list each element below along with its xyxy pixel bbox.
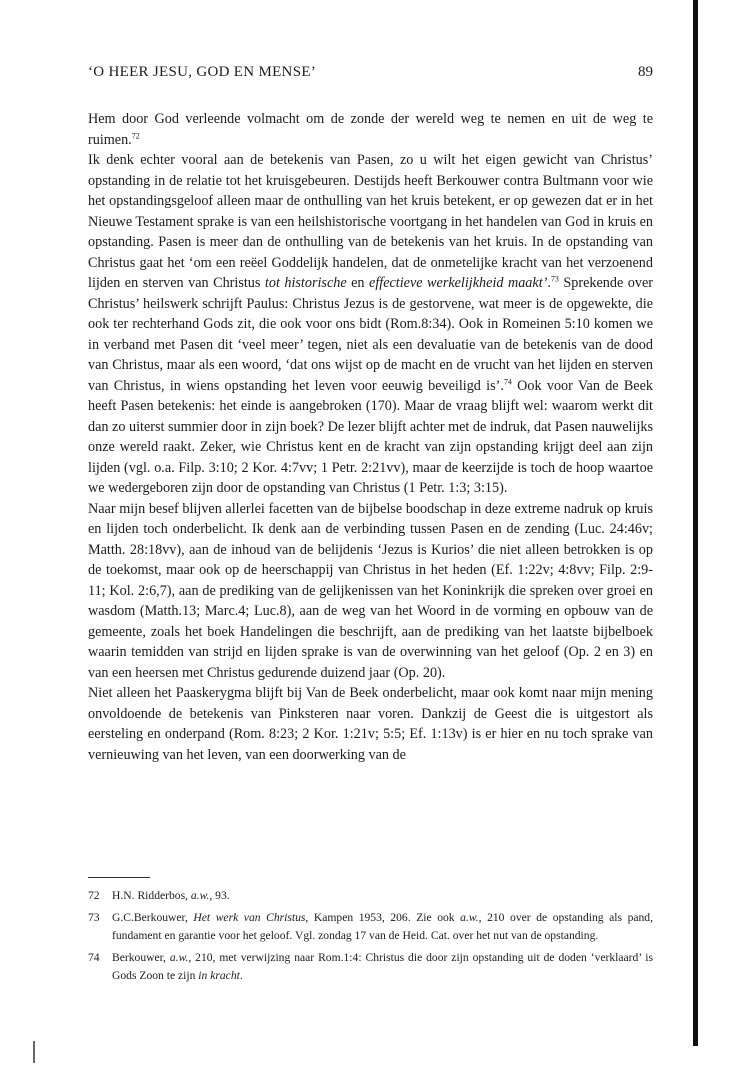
footnote-text: H.N. Ridderbos, — [112, 889, 191, 902]
page-edge-shadow — [693, 0, 698, 1046]
footnote-74 — [88, 949, 653, 986]
footnote-text: , 210, met verwijzing naar Rom.1:4: Christus die door zijn opstanding uit de doden ‘verklaard’ is Gods Zoon te zijn — [112, 950, 653, 982]
body-text — [88, 109, 653, 765]
paragraph-4: Niet alleen het Paaskerygma blijft bij Van de Beek onderbelicht, maar ook komt naar mijn mening onvoldoende de betekenis van Pinksteren naar voren. Dankzij de Geest die is uitgestort als eersteling en onderpand (Rom. 8:23; 2 Kor. 1:21v; 5:5; Ef. 1:13v) is er hier en nu toch sprake van vernieuwing van het leven, van een doorwerking van de — [88, 685, 653, 763]
footnote-text: G.C.Berkouwer, — [112, 910, 194, 924]
page-number: 89 — [638, 64, 653, 80]
footnote-italic: in kracht — [198, 969, 240, 982]
paragraph-1 — [88, 109, 653, 150]
footnote-separator — [88, 877, 150, 878]
paragraph-2-part-a: Ik denk echter vooral aan de betekenis van Pasen, zo u wilt het eigen gewicht van Christus’ opstanding in de relatie tot het kruisgebeuren. Destijds heeft Berkouwer contra Bultmann voor wie het opstandingsgeloof alleen maar de onthulling van het kruis betekent, er op gewezen dat er in het Nieuwe Testament sprake is van een heilshistorische voortgang in het handelen van God in kruis en opstanding. Pasen is meer dan de onthulling van de betekenis van het kruis. In de opstanding van Christus gaat het ‘om een reëel Goddelijk handelen, dat de onmetelijke kracht van het verzoenend lijden en sterven van Christus — [88, 152, 653, 291]
footnote-italic: Het werk van Christus — [193, 910, 306, 924]
paragraph-3: Naar mijn besef blijven allerlei facetten van de bijbelse boodschap in deze extreme nadruk op kruis en lijden toch onderbelicht. Ik denk aan de verbinding tussen Pasen en de zending (Luc. 24:46v; Matth. 28:18vv), aan de inhoud van de belijdenis ‘Jezus is Kurios’ die niet alleen betrokken is op de toekomst, maar ook op de heerschappij van Christus in het heden (Ef. 1:22v; 4:8vv; Filp. 2:9-11; Kol. 2:6,7), aan de prediking van de gelijkenissen van het Koninkrijk die spreken over groei en wasdom (Matth.13; Marc.4; Luc.8), aan de weg van het Woord in de vorming en opbouw van de gemeente, zoals het boek Handelingen die beschrijft, aan de prediking van het laatste bijbelboek waarin temidden van strijd en lijden sprake is van de overwinning van het geloof (Op. 2 en 3) en van een heersen met Christus gedurende duizend jaar (Op. 20). — [88, 500, 653, 681]
footnote-ref-74: 74 — [503, 376, 512, 386]
running-header — [88, 64, 653, 84]
footnote-number: 73 — [88, 910, 100, 924]
footnote-number: 72 — [88, 889, 100, 902]
footnote-italic: a.w. — [190, 889, 210, 902]
paragraph-2-italic-2: effectieve werkelijkheid maakt’ — [369, 275, 548, 291]
footnote-72 — [88, 887, 653, 906]
paragraph-2-dot: . — [547, 275, 551, 291]
footnote-text: , 93. — [209, 889, 230, 902]
footnote-ref-72: 72 — [131, 130, 140, 140]
paragraph-2-italic-1: tot historische — [264, 275, 347, 291]
footnotes — [88, 887, 653, 989]
paragraph-2-mid: en — [346, 275, 370, 291]
footnote-ref-73: 73 — [550, 274, 559, 284]
footnote-italic: a.w. — [460, 910, 479, 924]
footnote-73 — [88, 909, 653, 946]
scan-edge-mark — [33, 1041, 35, 1063]
paragraph-2 — [88, 150, 653, 499]
footnote-text: , 210 over de opstanding als pand, fundament en garantie voor het geloof. Vgl. zondag 17 van de Heid. Cat. over het nut van de opstanding. — [112, 910, 654, 942]
running-title: ‘O HEER JESU, GOD EN MENSE’ — [88, 64, 317, 80]
footnote-text: , Kampen 1953, 206. Zie ook — [305, 910, 461, 924]
footnote-number: 74 — [88, 950, 100, 964]
footnote-text: . — [239, 969, 243, 982]
footnote-italic: a.w. — [169, 950, 189, 964]
paragraph-1-text: Hem door God verleende volmacht om de zonde der wereld weg te nemen en uit de weg te ruimen. — [88, 111, 653, 148]
paragraph-2-part-b: Sprekende over Christus’ heilswerk schrijft Paulus: Christus Jezus is de gestorvene, wat meer is de opgewekte, die ook ter rechterhand Gods zit, die ook voor ons bidt (Rom.8:34). Ook in Romeinen 5:10 komen we in verband met Pasen dit ‘veel meer’ tegen, niet als een devaluatie van de betekenis van de dood van Christus, maar als een woord, ‘dat ons wijst op de macht en de vrucht van het lijden en sterven van Christus, in wiens opstanding het leven voor eeuwig beveiligd is’. — [88, 275, 653, 394]
footnote-text: Berkouwer, — [112, 950, 170, 964]
paragraph-2-part-c: Ook voor Van de Beek heeft Pasen betekenis: het einde is aangebroken (170). Maar de vraag blijft wel: waarom werkt dit dan zo uiterst summier door in zijn boek? De lezer blijft achter met de indruk, dat Pasen nauwelijks onze wereld raakt. Zeker, wie Christus kent en de kracht van zijn opstanding krijgt deel aan zijn lijden (vgl. o.a. Filp. 3:10; 2 Kor. 4:7vv; 1 Petr. 2:21vv), maar de keerzijde is toch de hoop waartoe we wedergeboren zijn door de opstanding van Christus (1 Petr. 1:3; 3:15). — [88, 377, 653, 496]
